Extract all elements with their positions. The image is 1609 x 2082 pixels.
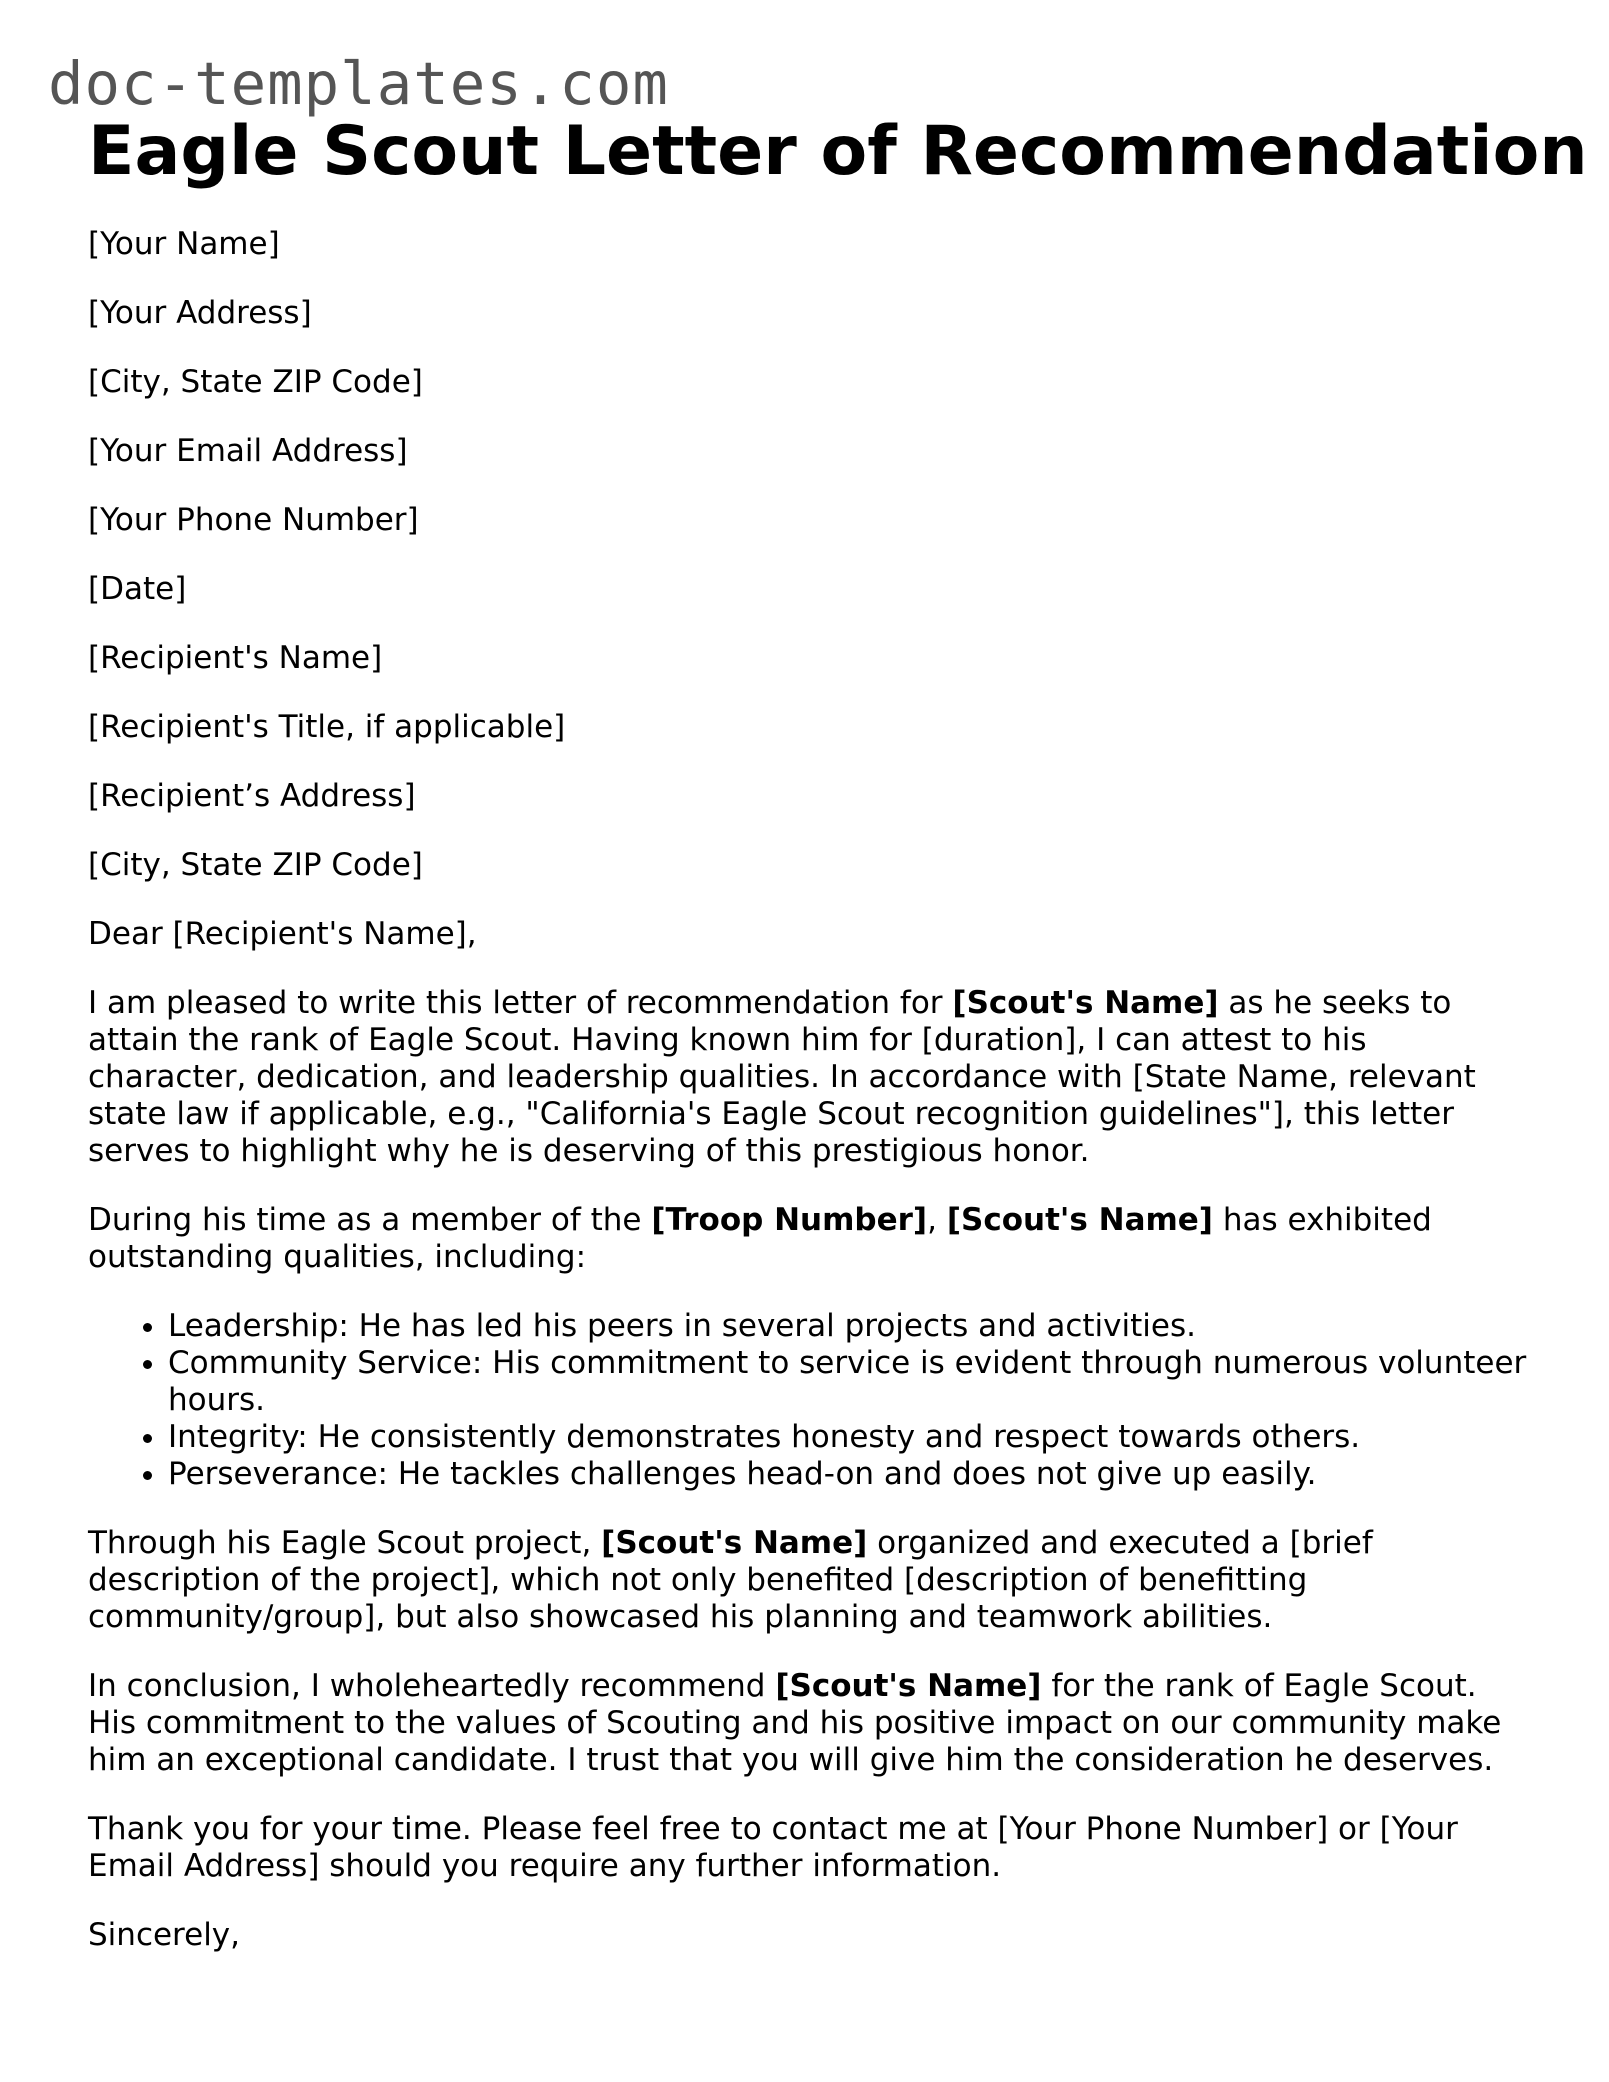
recipient-city-state-zip: [City, State ZIP Code] [88,847,423,883]
intro-paragraph [88,985,1528,1170]
qualities-list [88,1308,1528,1493]
conclusion-text-start: In conclusion, I wholeheartedly recommend [88,1668,776,1704]
letter-date: [Date] [88,571,187,607]
page-title: Eagle Scout Letter of Recommendation [88,112,1588,191]
qualities-text-end: has exhibited outstanding qualities, including: [88,1202,1432,1275]
recipient-title: [Recipient's Title, if applicable] [88,709,566,745]
project-paragraph [88,1525,1528,1636]
sender-name: [Your Name] [88,226,280,262]
list-item: • Perseverance: He tackles challenges head-on and does not give up easily. [168,1456,1528,1493]
qualities-paragraph [88,1202,1528,1276]
list-item: • Community Service: His commitment to service is evident through numerous volunteer hours. [168,1345,1528,1419]
recipient-name: [Recipient's Name] [88,640,383,676]
scout-name: [Scout's Name] [775,1668,1042,1704]
watermark: doc-templates.com [48,49,669,118]
scout-name: [Scout's Name] [952,985,1219,1021]
thank-you-paragraph: Thank you for your time. Please feel free to contact me at [Your Phone Number] or [Your Email Address] should you require any further information. [88,1811,1458,1884]
sender-phone: [Your Phone Number] [88,502,419,538]
sender-email: [Your Email Address] [88,433,408,469]
project-text-end: organized and executed a [brief description of the project], which not only benefited [description of benefitting community/group], but also showcased his planning and teamwork abilities. [88,1525,1373,1635]
conclusion-paragraph [88,1668,1528,1779]
sender-city-state-zip: [City, State ZIP Code] [88,364,423,400]
scout-name: [Scout's Name] [601,1525,868,1561]
intro-text-end: as he seeks to attain the rank of Eagle Scout. Having known him for [duration], I can attest to his character, dedication, and leadership qualities. In accordance with [State Name, relevant state law if applicable, e.g., "California's Eagle Scout recognition guidelines"], this letter serves to highlight why he is deserving of this prestigious honor. [88,985,1476,1169]
conclusion-text-end: for the rank of Eagle Scout. His commitment to the values of Scouting and his positive impact on our community make him an exceptional candidate. I trust that you will give him the consideration he deserves. [88,1668,1502,1778]
scout-name: [Scout's Name] [946,1202,1213,1238]
recipient-address: [Recipient’s Address] [88,778,416,814]
sender-address: [Your Address] [88,295,312,331]
qualities-text-start: During his time as a member of the [88,1202,652,1238]
closing: Sincerely, [88,1917,241,1953]
salutation: Dear [Recipient's Name], [88,916,477,952]
letter-document [88,110,1588,1986]
intro-text-start: I am pleased to write this letter of recommendation for [88,985,953,1021]
qualities-text-middle: , [927,1202,947,1238]
project-text-start: Through his Eagle Scout project, [88,1525,602,1561]
list-item: • Integrity: He consistently demonstrates honesty and respect towards others. [168,1419,1528,1456]
list-item: • Leadership: He has led his peers in several projects and activities. [168,1308,1528,1345]
troop-number: [Troop Number] [651,1202,928,1238]
